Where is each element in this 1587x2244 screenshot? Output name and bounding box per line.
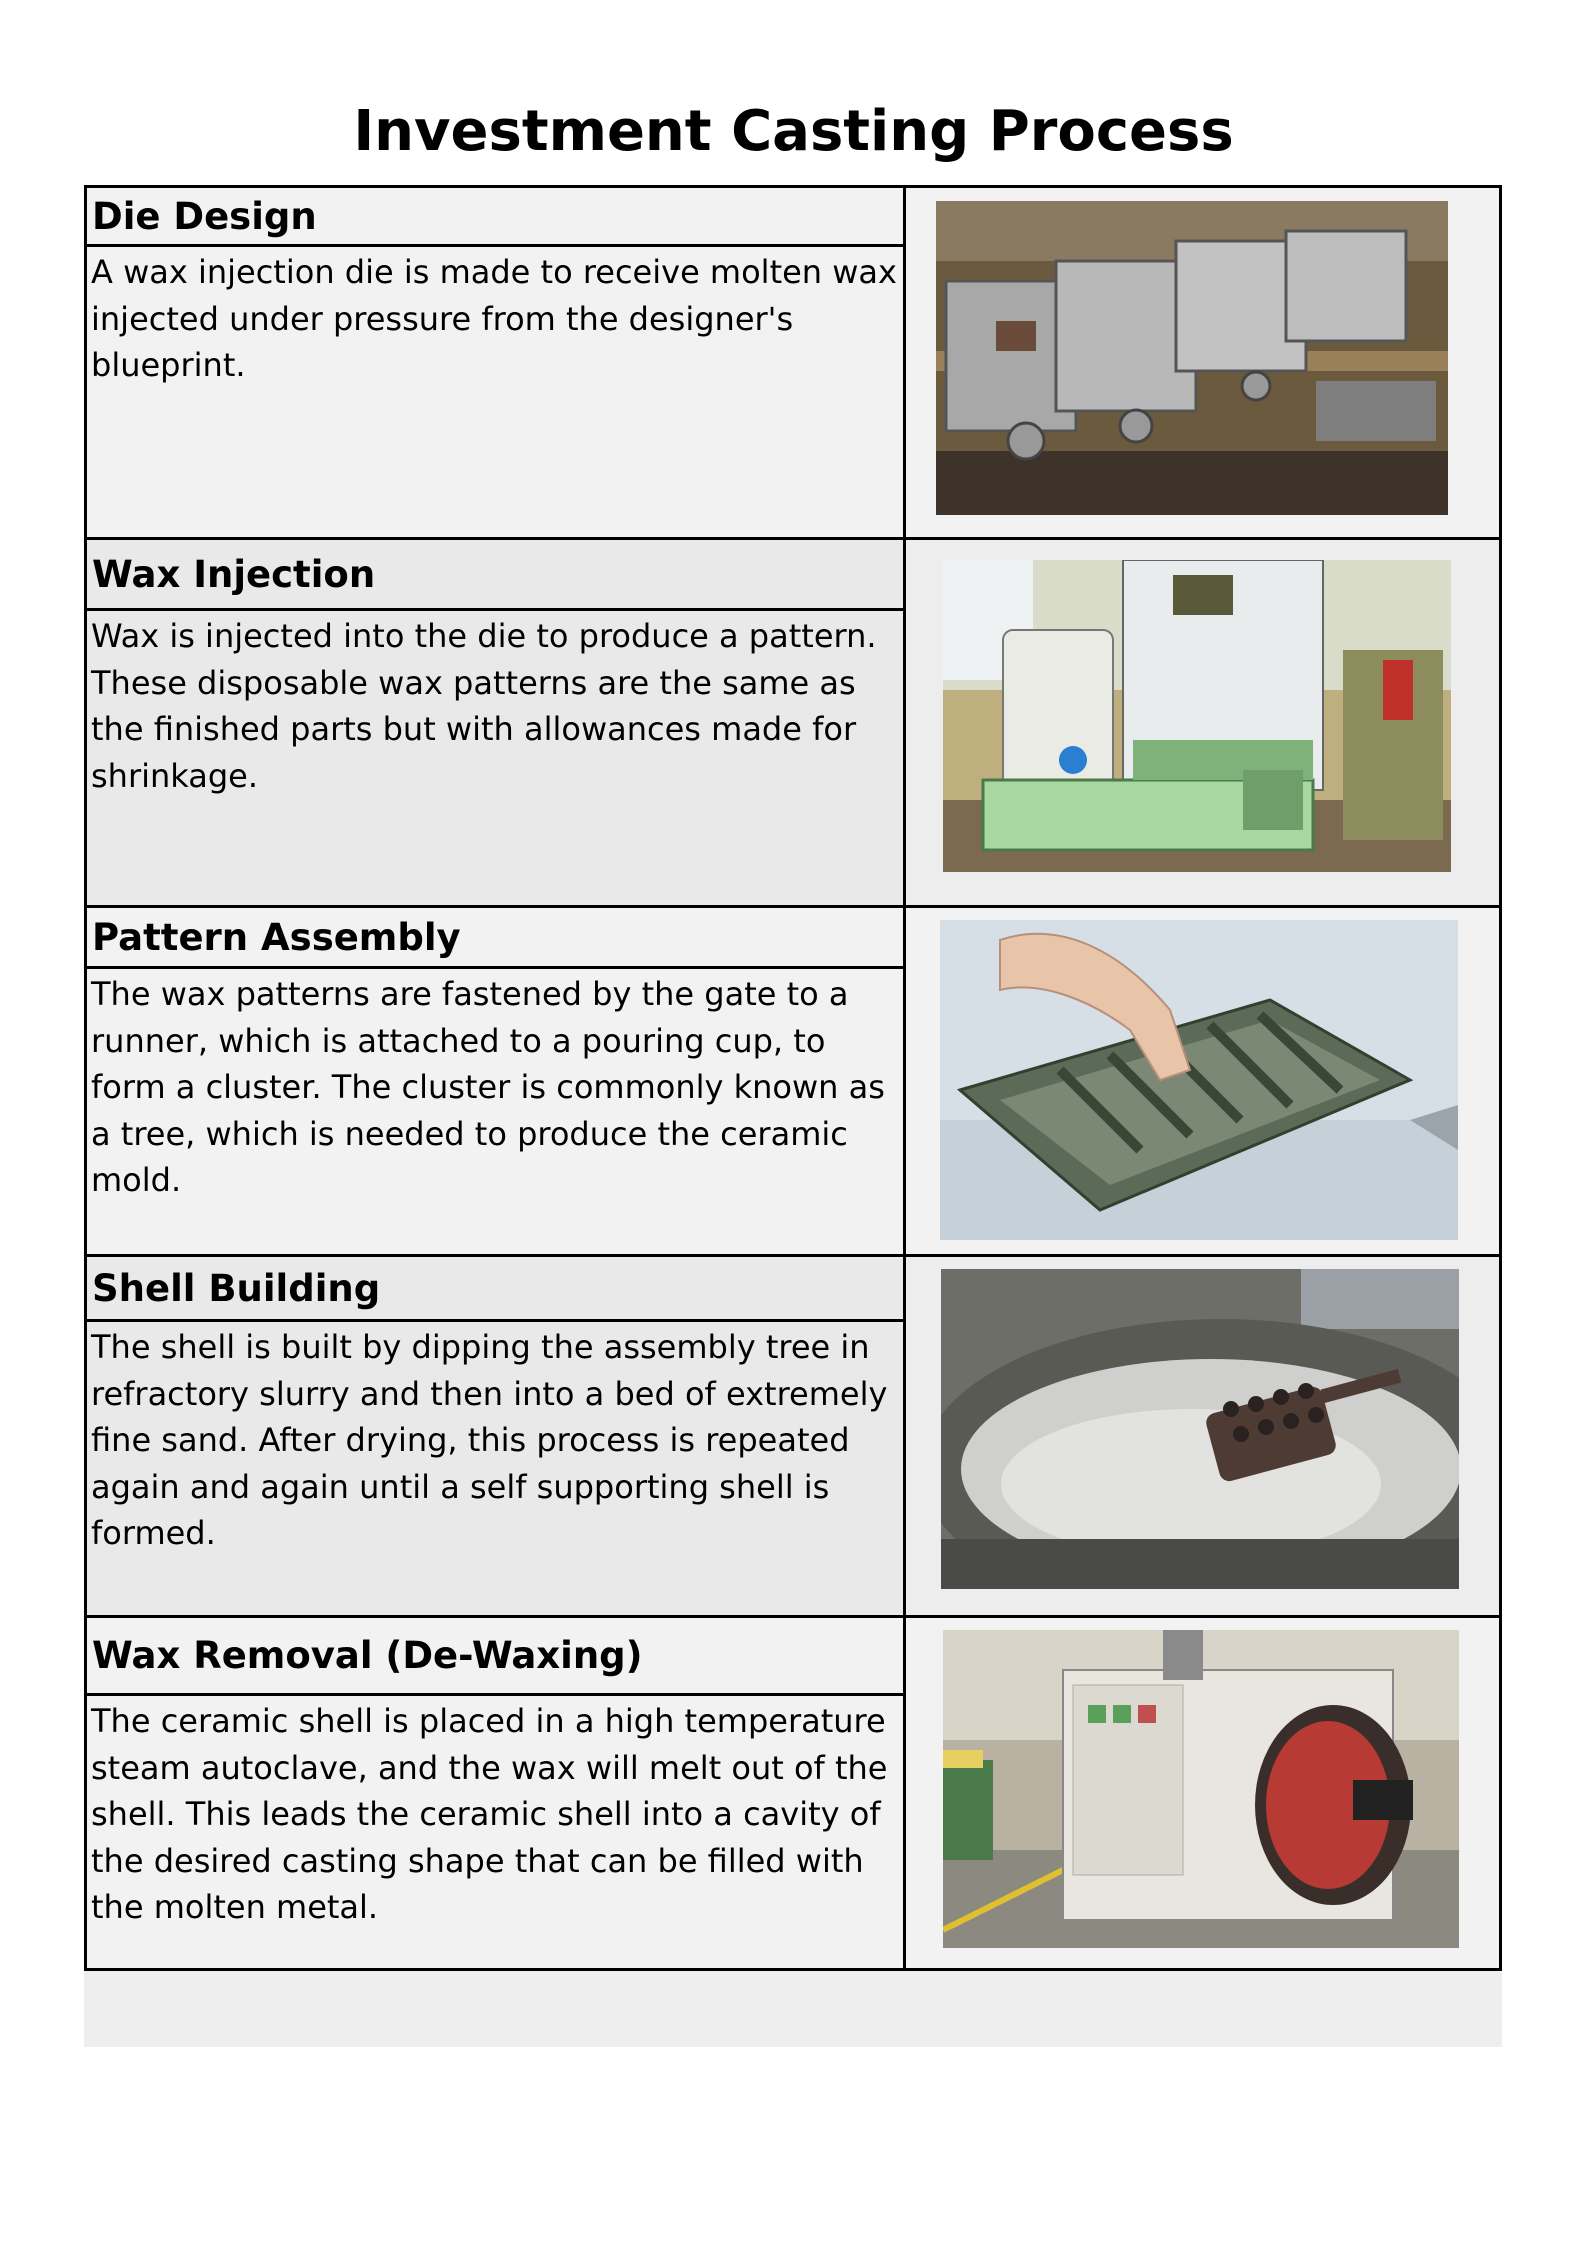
step-heading: Die Design bbox=[87, 188, 903, 247]
table-row-wax-removal bbox=[87, 1618, 1499, 1968]
wax-removal-photo bbox=[943, 1630, 1459, 1948]
step-heading: Wax Injection bbox=[87, 540, 903, 611]
step-description: Wax is injected into the die to produce a pattern. These disposable wax patterns are the same as the finished parts but with allowances made for shrinkage. bbox=[91, 617, 877, 795]
table-row-pattern-assembly bbox=[87, 908, 1499, 1257]
die-design-photo bbox=[936, 201, 1448, 515]
table-row-die-design bbox=[87, 188, 1499, 540]
step-heading: Shell Building bbox=[87, 1257, 903, 1322]
table-row-shell-building bbox=[87, 1257, 1499, 1618]
step-heading: Wax Removal (De-Waxing) bbox=[87, 1618, 903, 1696]
step-description: The wax patterns are fastened by the gate to a runner, which is attached to a pouring cup, to form a cluster. The cluster is commonly known as a tree, which is needed to produce the ceramic mold. bbox=[91, 975, 885, 1199]
page-title: Investment Casting Process bbox=[353, 99, 1234, 164]
pattern-assembly-photo bbox=[940, 920, 1458, 1240]
step-description: The ceramic shell is placed in a high temperature steam autoclave, and the wax will melt out of the shell. This leads the ceramic shell into a cavity of the desired casting shape that can be filled with the molten metal. bbox=[91, 1702, 888, 1926]
bottom-band bbox=[84, 1971, 1502, 2047]
table-row-wax-injection bbox=[87, 540, 1499, 908]
step-description: A wax injection die is made to receive molten wax injected under pressure from the designer's blueprint. bbox=[91, 253, 897, 384]
step-heading: Pattern Assembly bbox=[87, 908, 903, 969]
wax-injection-photo bbox=[943, 560, 1451, 872]
step-description: The shell is built by dipping the assembly tree in refractory slurry and then into a bed of extremely fine sand. After drying, this process is repeated again and again until a self supporting shell is formed. bbox=[91, 1328, 888, 1552]
shell-building-photo bbox=[941, 1269, 1459, 1589]
process-table bbox=[84, 185, 1502, 1971]
